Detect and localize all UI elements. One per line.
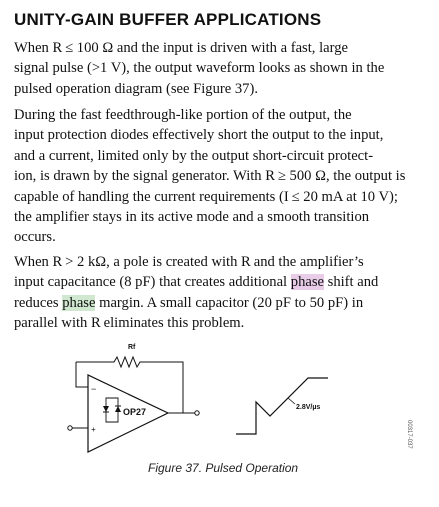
paragraph-2-line-5: capable of handling the current requirements (I ≤ 20 mA at 10 V);	[14, 188, 398, 205]
slew-rate-label: 2.8V/µs	[296, 404, 321, 411]
paragraph-3-line-1: When R > 2 kΩ, a pole is created with R and the amplifier’s	[14, 254, 364, 270]
feedback-wire	[76, 362, 88, 387]
paragraph-2	[14, 105, 425, 248]
slew-pointer	[288, 398, 295, 404]
paragraph-3-line-2	[14, 272, 425, 292]
paragraph-1-line-1: When R ≤ 100 Ω and the input is driven with a fast, large	[14, 40, 348, 56]
paragraph-2-line-1: During the fast feedthrough-like portion of the output, the	[14, 107, 352, 123]
paragraph-2-line-3: and a current, limited only by the output short-circuit protect-	[14, 147, 374, 164]
paragraph-3-line-2-start: input capacitance (8 pF) that creates additional	[14, 274, 291, 291]
input-terminal	[68, 426, 72, 430]
rf-label: Rf	[128, 344, 136, 351]
pulsed-operation-diagram	[60, 340, 360, 460]
paragraph-1	[14, 38, 425, 99]
highlight-phase-1[interactable]: phase	[290, 274, 324, 291]
output-terminal	[195, 411, 199, 415]
paragraph-2-line-4: ion, is drawn by the signal generator. With R ≥ 500 Ω, the output is	[14, 168, 406, 185]
opamp-label: OP27	[123, 407, 147, 417]
figure-caption: Figure 37. Pulsed Operation	[148, 461, 299, 475]
figure-code: 00317-037	[406, 420, 412, 449]
paragraph-3-line-3	[14, 293, 425, 313]
paragraph-2-line-2: input protection diodes effectively short the output to the input,	[14, 127, 384, 144]
minus-input-sign: −	[91, 384, 97, 394]
paragraph-3-line-3-end: margin. A small capacitor (20 pF to 50 pF) in	[95, 294, 364, 311]
section-heading: UNITY-GAIN BUFFER APPLICATIONS	[14, 10, 322, 29]
paragraph-3-line-4: parallel with R eliminates this problem.	[14, 315, 245, 332]
highlight-phase-2[interactable]: phase	[62, 294, 96, 311]
paragraph-2-line-6: the amplifier stays in its active mode and a smooth transition	[14, 209, 370, 226]
paragraph-1-line-2: signal pulse (>1 V), the output waveform looks as shown in the	[14, 60, 385, 77]
paragraph-1-line-3: pulsed operation diagram (see Figure 37).	[14, 80, 258, 97]
paragraph-2-line-7: occurs.	[14, 229, 56, 246]
paragraph-3	[14, 252, 425, 334]
plus-input-sign: +	[91, 425, 96, 434]
paragraph-3-line-2-end: shift and	[324, 274, 379, 291]
paragraph-3-line-3-start: reduces	[14, 294, 63, 311]
